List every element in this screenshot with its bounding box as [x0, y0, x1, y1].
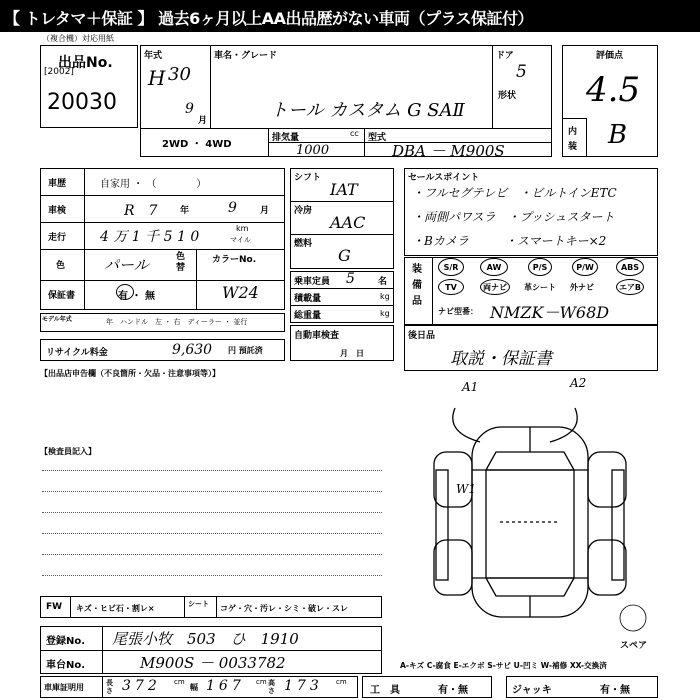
after-value: 取説・保証書	[450, 349, 552, 369]
wheel-front-left	[434, 452, 472, 507]
year-era: H	[148, 66, 166, 90]
name-label: 車名・グレード	[214, 51, 278, 61]
tools-label: 工 具	[370, 685, 400, 696]
equip-aw: AW	[480, 258, 508, 276]
navi-value: NMZK－W68D	[490, 303, 610, 322]
reki-label: 車歴	[48, 179, 67, 189]
reg-label: 登録No.	[46, 636, 86, 647]
windshield	[486, 452, 574, 470]
model-label: 型式	[368, 133, 387, 143]
chassis-label: 車台No.	[46, 660, 86, 671]
wheel-front-right	[588, 452, 626, 507]
equip-pw: P/W	[572, 258, 598, 276]
displacement-value: 1000	[296, 143, 330, 158]
jack-value: 有・無	[600, 685, 630, 696]
capacity-unit: 名	[378, 277, 388, 287]
shift-value: IAT	[330, 180, 358, 199]
notes-label: 【出品店申告欄（不良箇所・欠品・注意事項等）】	[40, 369, 220, 378]
recycle-label: リサイクル料金	[46, 348, 108, 358]
spare-tire	[620, 605, 646, 631]
reg-value: 尾張小牧 503 ひ 1910	[112, 630, 299, 648]
fuel-value: G	[338, 246, 351, 265]
reki-value: 自家用 ・ （ ）	[100, 179, 207, 190]
year-label: 年式	[144, 51, 163, 61]
capacity-value: 5	[346, 271, 355, 287]
equipment-label: 装備品	[412, 264, 422, 307]
equip-tv: TV	[438, 279, 464, 295]
handle-label: モデル年式	[42, 316, 72, 323]
damage-w1: W1	[456, 482, 476, 496]
cooler-label: 冷房	[294, 206, 313, 216]
roof	[486, 470, 574, 578]
equip-abs: ABS	[616, 258, 644, 276]
cert-label: 車庫証明用	[44, 683, 84, 692]
score-label: 評価点	[596, 51, 624, 61]
name-value: トール カスタム G SAⅡ	[270, 100, 465, 121]
drive-value: 2WD ・ 4WD	[162, 139, 232, 150]
header-title: 【 トレタマ＋保証 】 過去6ヶ月以上AA出品歴がない車両（プラス保証付）	[4, 9, 533, 28]
colorno-label: カラーNo.	[212, 255, 257, 265]
shaken-month: 9	[228, 200, 237, 216]
interior-value: B	[608, 120, 628, 150]
equip-sr: S/R	[438, 258, 464, 276]
after-label: 後日品	[408, 331, 436, 341]
color-label: 色	[56, 261, 66, 271]
mileage-value: 4 万 1 千 5 1 0	[100, 229, 200, 245]
wheel-rear-left	[434, 540, 472, 595]
seat-items: コゲ・穴・汚レ・シミ・破レ・スレ	[220, 604, 348, 613]
door-right	[612, 470, 624, 580]
sales-line-3: ・Bカメラ ・スマートキー×2	[412, 234, 607, 248]
weight-label: 総重量	[294, 311, 322, 321]
sub-note: （複合機）対応用紙	[42, 34, 114, 43]
hei-label: 高さ	[268, 679, 275, 695]
seat-label: シート	[188, 600, 209, 608]
equip-navi: 両ナビ	[480, 279, 510, 295]
door-label: ドア	[496, 51, 514, 61]
shaken-month-unit: 月	[260, 206, 270, 216]
fw-items: キズ・ヒビ石・割レ×	[76, 604, 155, 613]
door-value: 5	[516, 62, 527, 82]
shaken-year-unit: 年	[180, 206, 190, 216]
color-value: パール	[104, 256, 149, 274]
equip-ps: P/S	[528, 258, 552, 276]
tools-value: 有・無	[438, 685, 468, 696]
wid-label: 幅	[190, 683, 198, 692]
interior-label-2: 装	[568, 142, 578, 152]
wid-cm: cm	[256, 678, 267, 686]
diagram-legend: A-キズ C-腐食 E-エクボ S-サビ U-凹ミ W-補修 XX-交換済	[400, 661, 607, 670]
warranty-value: 有 ・ 無	[118, 291, 155, 302]
wheel-rear-right	[588, 540, 626, 595]
sales-label: セールスポイント	[408, 173, 480, 183]
shaken-label: 車検	[48, 206, 67, 216]
len-label: 長さ	[106, 679, 113, 695]
navi-label: ナビ型番：	[438, 307, 478, 316]
score-value: 4.5	[586, 70, 641, 110]
damage-a1: A1	[462, 380, 479, 394]
jack-label: ジャッキ	[512, 685, 552, 696]
colorno-value: W24	[222, 283, 259, 302]
mileage-unit-km: km	[236, 224, 249, 233]
hei-cm: cm	[336, 678, 347, 686]
warranty-label: 保証書	[48, 291, 76, 301]
inspection-label: 自動車検査	[294, 331, 340, 341]
mileage-unit-mile: マイル	[230, 236, 251, 244]
car-diagram	[400, 372, 660, 662]
chassis-value: M900S － 0033782	[140, 654, 286, 672]
sales-line-2: ・両側パワスラ ・プッシュスタート	[412, 210, 615, 224]
fuel-label: 燃料	[294, 239, 313, 249]
weight-unit: kg	[380, 309, 390, 318]
len-cm: cm	[174, 678, 185, 686]
door-left	[436, 470, 448, 580]
equip-outnavi: 外ナビ	[570, 283, 594, 292]
warranty-circle	[116, 284, 134, 300]
mirror-top-right	[550, 408, 577, 442]
equip-leather: 革シート	[524, 283, 556, 292]
inspection-value: 月 日	[340, 349, 364, 358]
capacity-label: 乗車定員	[294, 277, 331, 287]
shift-label: シフト	[294, 173, 322, 183]
mileage-label: 走行	[48, 233, 67, 243]
wid-value: 167	[206, 678, 245, 694]
recycle-value: 9,630	[172, 342, 213, 358]
mirror-top-left	[453, 408, 480, 442]
hei-value: 173	[284, 678, 323, 694]
lot-number: 20030	[47, 90, 117, 115]
cooler-value: AAC	[330, 213, 366, 232]
handle-value: 年 ハンドル 左 ・ 右 ディーラー ・ 並行	[106, 318, 248, 326]
sales-line-1: ・フルセグテレビ ・ビルトインETC	[412, 186, 617, 200]
month-value: 9	[185, 101, 194, 117]
load-label: 積載量	[294, 294, 322, 304]
shape-label: 形状	[498, 91, 517, 101]
len-value: 372	[122, 678, 161, 694]
inspector-label: 【検査員記入】	[40, 447, 96, 456]
fw-label: FW	[46, 602, 63, 612]
month-unit: 月	[198, 116, 208, 126]
load-unit: kg	[380, 292, 390, 301]
lot-bracket: [2002]	[44, 67, 74, 77]
damage-a2: A2	[570, 376, 587, 390]
color-change-label: 色替	[176, 252, 186, 273]
model-value: DBA － M900S	[392, 142, 505, 160]
lot-label: 出品No.	[58, 55, 113, 71]
displacement-unit: cc	[350, 129, 359, 138]
rear-window	[486, 578, 574, 596]
equip-airbag: エアB	[616, 279, 644, 295]
recycle-unit: 円 預託済	[228, 346, 263, 355]
year-value: 30	[168, 64, 191, 85]
spare-label: スペア	[620, 641, 648, 651]
interior-label-1: 内	[568, 127, 578, 137]
shaken-value: R 7	[124, 203, 158, 219]
displacement-label: 排気量	[272, 133, 300, 143]
